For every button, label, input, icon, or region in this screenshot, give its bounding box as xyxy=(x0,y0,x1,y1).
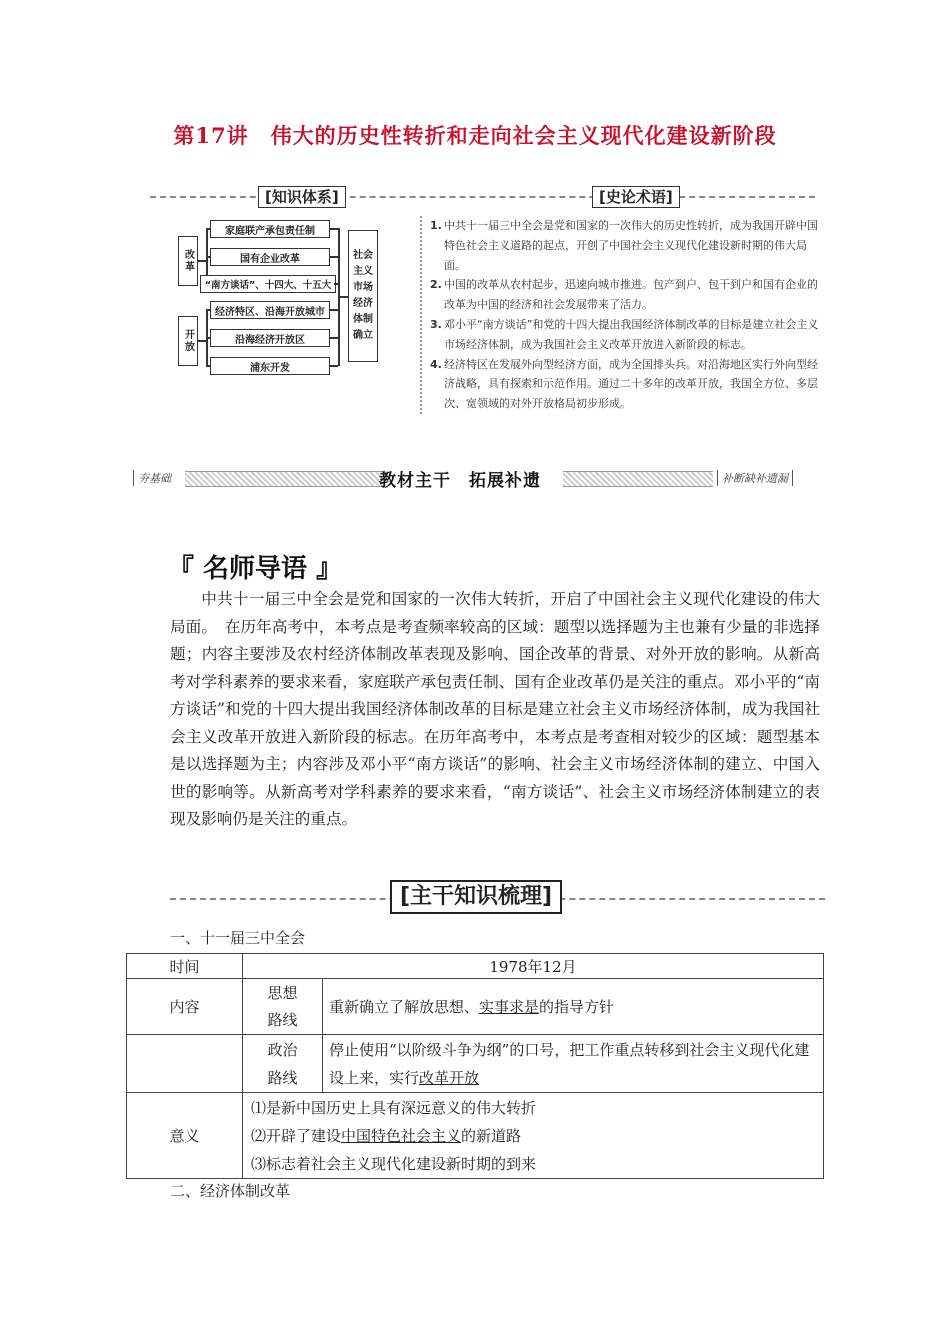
band-title: 教材主干 拓展补遗 xyxy=(379,471,541,491)
band-pattern-left xyxy=(185,471,383,487)
politics-label: 政治 路线 xyxy=(243,1035,323,1093)
band-pattern-right xyxy=(563,471,713,487)
reform-node: 改革 xyxy=(178,236,198,286)
term-item: 3. 邓小平“南方谈话”和党的十四大提出我国经济体制改革的目标是建立社会主义市场经济体制，成为我国社会主义改革开放进入新阶段的标志。 xyxy=(430,317,819,351)
table-row xyxy=(127,1093,824,1179)
reform-item-1: 家庭联产承包责任制 xyxy=(210,220,330,238)
section-band xyxy=(133,466,813,492)
band-left-label: 夯基础 xyxy=(133,470,171,486)
page-title: 第17讲 伟大的历史性转折和走向社会主义现代化建设新阶段 xyxy=(173,123,777,148)
history-terms-list xyxy=(420,216,825,414)
market-economy-node: 社会主义市场经济体制确立 xyxy=(348,230,378,362)
reform-item-3: “南方谈话”、十四大、十五大 xyxy=(200,275,336,293)
politics-value: 停止使用“以阶级斗争为纲”的口号，把工作重点转移到社会主义现代化建设上来，实行改革开放 xyxy=(323,1035,824,1093)
section-heading-2: 二、经济体制改革 xyxy=(170,1182,291,1200)
history-terms-header: [史论术语] xyxy=(592,186,680,208)
reform-item-2: 国有企业改革 xyxy=(210,248,330,266)
empty-cell xyxy=(127,1035,243,1093)
section-heading-1: 一、十一届三中全会 xyxy=(170,929,306,947)
content-label: 内容 xyxy=(127,979,243,1035)
knowledge-system-header: [知识体系] xyxy=(258,186,346,208)
teacher-guide-text: 中共十一届三中全会是党和国家的一次伟大转折，开启了中国社会主义现代化建设的伟大局面。 在历年高考中，本考点是考查频率较高的区域：题型以选择题为主也兼有少量的非选择题；内容主要涉及农村经济体制改革表现及影响、国企改革的背景、对外开放的影响。从新高考对学科素养的要求来看，家庭联产承包责任制、国有企业改革仍是关注的重点。邓小平的“南方谈话”和党的十四大提出我国经济体制改革的目标是建立社会主义市场经济体制，成为我国社会主义改革开放进入新阶段的标志。在历年高考中，本考点是考查相对较少的区域：题型基本是以选择题为主；内容涉及邓小平“南方谈话”的影响、社会主义市场经济体制的建立、中国入世的影响等。从新高考对学科素养的要求来看，“南方谈话”、社会主义市场经济体制建立的表现及影响仍是关注的重点。 xyxy=(170,590,820,828)
knowledge-diagram xyxy=(176,216,386,381)
open-item-2: 沿海经济开放区 xyxy=(210,329,330,347)
band-right-label: 补断缺补遗漏 xyxy=(717,470,793,486)
term-item: 2. 中国的改革从农村起步，迅速向城市推进。包产到户、包干到户和国有企业的改革为中国的经济和社会发展带来了活力。 xyxy=(430,278,818,312)
header-divider xyxy=(150,196,815,198)
time-label: 时间 xyxy=(127,954,243,979)
ideology-value: 重新确立了解放思想、实事求是的指导方针 xyxy=(323,979,824,1035)
meaning-value: ⑴是新中国历史上具有深远意义的伟大转折 ⑵开辟了建设中国特色社会主义的新道路 ⑶标志着社会主义现代化建设新时期的到来 xyxy=(243,1093,824,1179)
term-item: 4. 经济特区在发展外向型经济方面，成为全国排头兵。对沿海地区实行外向型经济战略，具有探索和示范作用。通过二十多年的改革开放，我国全方位、多层次、宽领域的对外开放格局初步形成。 xyxy=(430,357,818,411)
open-node: 开放 xyxy=(178,316,198,366)
table-row xyxy=(127,979,824,1035)
ideology-label: 思想 路线 xyxy=(243,979,323,1035)
term-item: 1. 中共十一届三中全会是党和国家的一次伟大的历史性转折，成为我国开辟中国特色社会主义道路的起点，开创了中国社会主义现代化建设新时期的伟大局面。 xyxy=(430,219,818,272)
meaning-label: 意义 xyxy=(127,1093,243,1179)
open-item-3: 浦东开发 xyxy=(210,357,330,375)
main-knowledge-header: [主干知识梳理] xyxy=(390,880,562,914)
open-item-1: 经济特区、沿海开放城市 xyxy=(210,301,330,319)
table-row xyxy=(127,1035,824,1093)
plenum-table xyxy=(126,953,824,1179)
teacher-guide-title: 『 名师导语 』 xyxy=(168,554,343,584)
table-row xyxy=(127,954,824,979)
time-value: 1978年12月 xyxy=(243,954,824,979)
